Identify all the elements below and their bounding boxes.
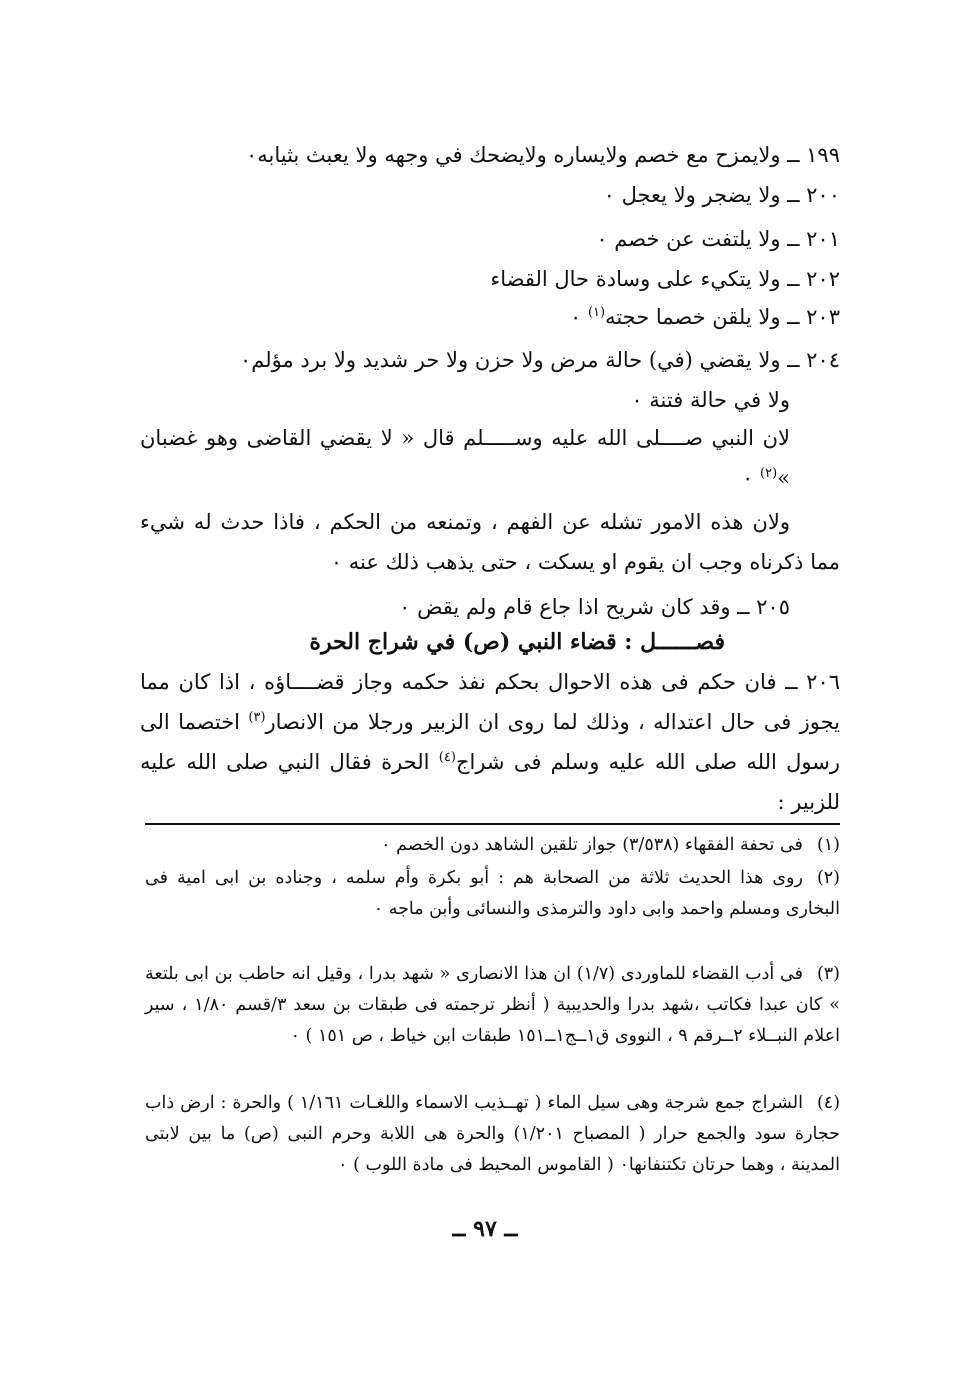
footnote-4-number: (٤) bbox=[816, 1093, 841, 1113]
footnote-ref-2[interactable]: (٢) bbox=[760, 466, 778, 481]
item-204-continuation bbox=[631, 380, 790, 420]
footnote-ref-4[interactable]: (٤) bbox=[438, 750, 456, 765]
section-heading bbox=[309, 622, 725, 662]
item-204 bbox=[240, 340, 840, 380]
item-205-text: ٢٠٥ ــ وقد كان شريح اذا جاع قام ولم يقض ٠ bbox=[399, 595, 790, 619]
paragraph-206-text-a: ٢٠٦ ــ فان حكم فى هذه الاحوال بحكم نفذ حكمه وجاز قضــــاؤه ، اذا كان مما يجوز فى حال اعتداله ، وذلك لما روى ان الزبير ورجلا من الانصار bbox=[140, 670, 840, 734]
paragraph-reason bbox=[140, 502, 840, 582]
paragraph-hadith bbox=[140, 418, 840, 498]
item-202 bbox=[490, 259, 840, 299]
item-202-text: ٢٠٢ ــ ولا يتكيء على وسادة حال القضاء bbox=[490, 267, 840, 291]
paragraph-206 bbox=[140, 662, 840, 822]
footnote-1-number: (١) bbox=[816, 835, 840, 855]
paragraph-hadith-tail: ٠ bbox=[742, 466, 760, 490]
item-201-text: ٢٠١ ــ ولا يلتفت عن خصم ٠ bbox=[596, 227, 840, 251]
item-205 bbox=[399, 587, 790, 627]
footnote-1 bbox=[145, 830, 840, 861]
item-199 bbox=[246, 135, 840, 175]
item-204-cont-text: ولا في حالة فتنة ٠ bbox=[631, 388, 790, 412]
footnote-2-text: روى هذا الحديث ثلاثة من الصحابة هم : أبو بكرة وأم سلمه ، وجناده بن ابى امية فى البخارى ومسلم واحمد وابى داود والترمذى والنسائى وأبن ماجه ٠ bbox=[145, 868, 840, 919]
item-200 bbox=[604, 175, 840, 215]
page-number: ــ ٩٧ ــ bbox=[452, 1216, 518, 1242]
footnote-2-number: (٢) bbox=[816, 868, 840, 888]
footnote-ref-1[interactable]: (١) bbox=[587, 305, 606, 320]
paragraph-206-text-c: الحرة فقال النبي صلى الله عليه للزبير : bbox=[140, 750, 840, 814]
item-204-text: ٢٠٤ ــ ولا يقضي (في) حالة مرض ولا حزن ولا حر شديد ولا برد مؤلم٠ bbox=[239, 348, 840, 372]
footnote-3-text: فى أدب القضاء للماوردى (١/٧) ان هذا الانصارى « شهد بدرا ، وقيل انه حاطب بن ابى بلتعة » كان عبدا فكاتب ،شهد بدرا والحديبية ( أنظر ترجمته فى طبقات بن سعد ٣/قسم ١/٨٠ ، سير اعلام النبــلاء ٢ــرقم ٩ ، النووى ق١ــج١ــ١٥١ طبقات ابن خياط ، ص ١٥١ ) ٠ bbox=[145, 964, 840, 1046]
item-201 bbox=[596, 219, 840, 259]
item-199-text: ١٩٩ ــ ولايمزح مع خصم ولايساره ولايضحك في وجهه ولا يعبث بثيابه٠ bbox=[245, 143, 840, 167]
footnote-1-text: فى تحفة الفقهاء (٣/٥٣٨) جواز تلقين الشاهد دون الخصم ٠ bbox=[381, 835, 803, 855]
item-203-tail: ٠ bbox=[569, 305, 588, 329]
footnote-divider bbox=[145, 823, 840, 825]
paragraph-206-text-b: اختصما الى رسول الله صلى الله عليه وسلم فى شراج bbox=[140, 710, 840, 774]
paragraph-hadith-text: لان النبي صــــلى الله عليه وســـــلم قال « لا يقضي القاضى وهو غضبان » bbox=[140, 426, 790, 490]
section-heading-text: فصــــــل : قضاء النبي (ص) في شراج الحرة bbox=[309, 629, 725, 655]
footnote-3-number: (٣) bbox=[816, 964, 840, 984]
footnote-3 bbox=[145, 959, 840, 1052]
footnote-4-text: الشراج جمع شرجة وهى سيل الماء ( تهــذيب الاسماء واللغـات ١/١٦١ ) والحرة : ارض ذاب حجارة سود والجمع حرار ( المصباح ١/٢٠١) والحرة هى اللابة وحرم النبى (ص) ما بين لابتى المدينة ، وهما حرتان تكتنفانها٠ ( القاموس المحيط فى مادة اللوب ) ٠ bbox=[145, 1093, 840, 1175]
paragraph-reason-text: ولان هذه الامور تشله عن الفهم ، وتمنعه من الحكم ، فاذا حدث له شيء مما ذكرناه وجب ان يقوم او يسكت ، حتى يذهب ذلك عنه ٠ bbox=[140, 510, 840, 574]
item-203-text: ٢٠٣ ــ ولا يلقن خصما حجته bbox=[605, 305, 840, 329]
footnote-2 bbox=[145, 863, 840, 925]
item-203 bbox=[570, 297, 840, 337]
footnote-4 bbox=[145, 1088, 840, 1181]
item-200-text: ٢٠٠ ــ ولا يضجر ولا يعجل ٠ bbox=[603, 183, 840, 207]
footnote-ref-3[interactable]: (٣) bbox=[248, 710, 266, 725]
